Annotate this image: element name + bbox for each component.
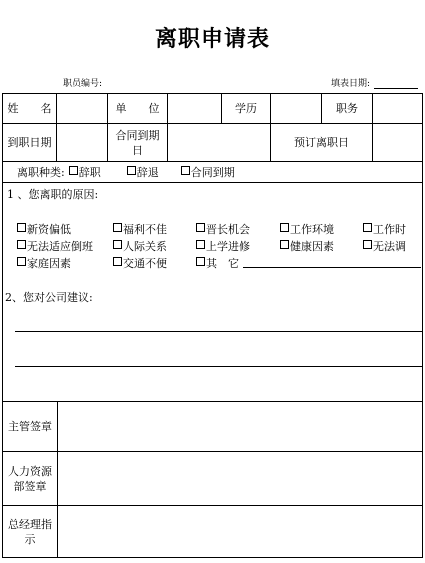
reason-option[interactable]: 工作环境 [280, 221, 334, 237]
hire-date-label: 到职日期 [7, 136, 52, 149]
reason-option[interactable]: 交通不便 [113, 255, 167, 271]
checkbox-icon[interactable] [196, 223, 205, 232]
contract-end-label-cell [107, 123, 168, 162]
education-label-cell [221, 93, 271, 124]
checkbox-icon[interactable] [181, 166, 190, 175]
supervisor-label: 主管签章 [8, 420, 52, 433]
leave-type-contract-end[interactable]: 合同到期 [181, 165, 235, 180]
checkbox-icon[interactable] [196, 240, 205, 249]
fill-date-field[interactable] [331, 76, 418, 89]
checkbox-icon[interactable] [196, 257, 205, 266]
gm-label-cell [2, 505, 58, 558]
reason-option[interactable]: 家庭因素 [17, 255, 71, 271]
checkbox-icon[interactable] [17, 257, 26, 266]
leave-type-label: 离职种类: [17, 165, 65, 179]
reason-option[interactable]: 上学进修 [196, 238, 250, 254]
contract-end-label: 合同到期日 [115, 128, 160, 157]
reason-option[interactable]: 人际关系 [113, 238, 167, 254]
checkbox-icon[interactable] [127, 166, 136, 175]
checkbox-icon[interactable] [17, 240, 26, 249]
checkbox-icon[interactable] [363, 223, 372, 232]
checkbox-icon[interactable] [113, 223, 122, 232]
form-title: 离职申请表 [154, 27, 270, 52]
reason-option[interactable]: 无法调 [363, 238, 406, 254]
name-label: 姓 名 [7, 102, 52, 115]
planned-leave-label-cell [270, 123, 373, 162]
reason-option-other[interactable]: 其 它 [196, 255, 239, 271]
fill-date-line[interactable] [374, 79, 418, 89]
checkbox-icon[interactable] [17, 223, 26, 232]
reason-option[interactable]: 新资偏低 [17, 221, 71, 237]
reason-option[interactable]: 工作时 [363, 221, 406, 237]
unit-label: 单 位 [115, 102, 160, 115]
hr-label-cell [2, 451, 58, 506]
leave-type-resign[interactable]: 辞职 [69, 165, 101, 180]
leave-type-dismiss[interactable]: 辞退 [127, 165, 159, 180]
supervisor-label-cell [2, 401, 58, 452]
suggestion-line[interactable] [15, 366, 423, 367]
reasons-label: 1 、您离职的原因: [7, 188, 99, 201]
education-label: 学历 [235, 102, 257, 115]
reason-option[interactable]: 健康因素 [280, 238, 334, 254]
gm-sign-cell[interactable] [57, 505, 423, 558]
name-label-cell [2, 93, 57, 124]
checkbox-icon[interactable] [280, 223, 289, 232]
supervisor-sign-cell[interactable] [57, 401, 423, 452]
education-value-cell[interactable] [270, 93, 322, 124]
reason-option[interactable]: 晋长机会 [196, 221, 250, 237]
hire-date-value-cell[interactable] [56, 123, 108, 162]
other-reason-line[interactable] [243, 267, 421, 268]
gm-label: 总经理指示 [8, 517, 52, 546]
suggestion-line[interactable] [15, 331, 423, 332]
checkbox-icon[interactable] [113, 240, 122, 249]
contract-end-value-cell[interactable] [167, 123, 271, 162]
checkbox-icon[interactable] [69, 166, 78, 175]
position-label: 职务 [336, 102, 358, 115]
hire-date-label-cell [2, 123, 57, 162]
fill-date-label: 填表日期: [331, 79, 371, 89]
checkbox-icon[interactable] [280, 240, 289, 249]
name-value-cell[interactable] [56, 93, 108, 124]
reason-option[interactable]: 福利不佳 [113, 221, 167, 237]
planned-leave-value-cell[interactable] [372, 123, 423, 162]
reason-option[interactable]: 无法适应倒班 [17, 238, 93, 254]
suggestion-label: 2、您对公司建议: [5, 291, 93, 304]
hr-label: 人力资源部签章 [8, 464, 52, 493]
checkbox-icon[interactable] [363, 240, 372, 249]
hr-sign-cell[interactable] [57, 451, 423, 506]
unit-label-cell [107, 93, 168, 124]
checkbox-icon[interactable] [113, 257, 122, 266]
leave-type-row [2, 161, 423, 183]
unit-value-cell[interactable] [167, 93, 222, 124]
employee-no-label: 职员编号: [63, 79, 103, 89]
position-label-cell [321, 93, 373, 124]
planned-leave-label: 预订离职日 [294, 136, 349, 149]
position-value-cell[interactable] [372, 93, 423, 124]
